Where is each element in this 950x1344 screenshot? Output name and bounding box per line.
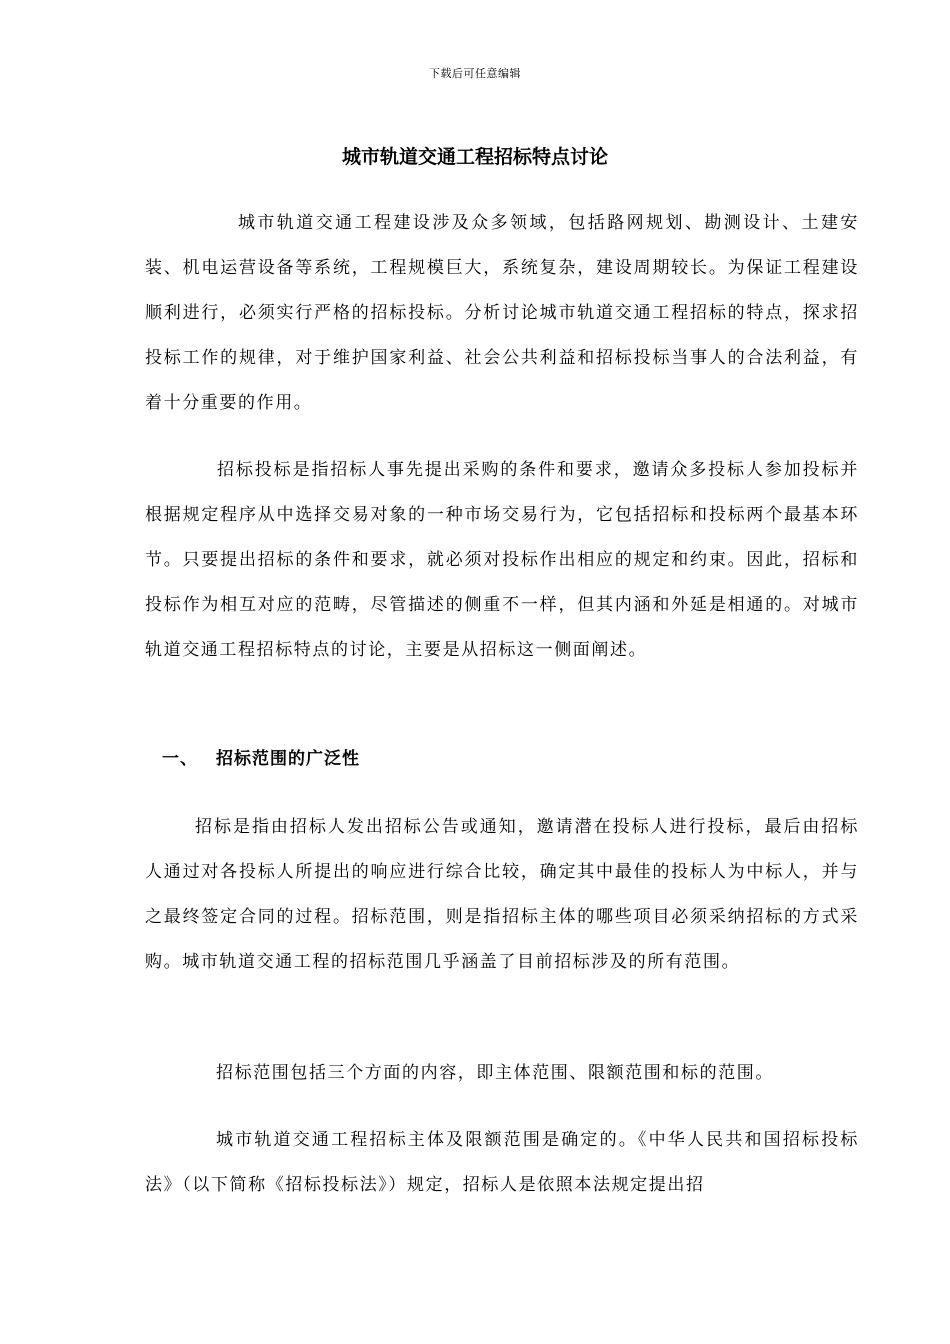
page-header-note: 下载后可任意编辑 bbox=[429, 67, 521, 80]
document-title: 城市轨道交通工程招标特点讨论 bbox=[341, 146, 608, 168]
section-heading bbox=[162, 744, 360, 774]
paragraph-section1-3: 城市轨道交通工程招标主体及限额范围是确定的。《中华人民共和国招标投标法》（以下简称《招标投标法》）规定，招标人是依照本法规定提出招 bbox=[145, 1130, 859, 1195]
section-number: 一、 bbox=[162, 749, 198, 769]
paragraph-section1-1: 招标是指由招标人发出招标公告或通知，邀请潜在投标人进行投标，最后由招标人通过对各投标人所提出的响应进行综合比较，确定其中最佳的投标人为中标人，并与之最终签定合同的过程。招标范围，则是指招标主体的哪些项目必须采纳招标的方式采购。城市轨道交通工程的招标范围几乎涵盖了目前招标涉及的所有范围。 bbox=[145, 817, 859, 972]
paragraph-section1-2: 招标范围包括三个方面的内容，即主体范围、限额范围和标的范围。 bbox=[216, 1063, 774, 1083]
section-title: 招标范围的广泛性 bbox=[216, 749, 360, 769]
paragraph-intro: 城市轨道交通工程建设涉及众多领域，包括路网规划、勘测设计、土建安装、机电运营设备等系统，工程规模巨大，系统复杂，建设周期较长。为保证工程建设顺利进行，必须实行严格的招标投标。分析讨论城市轨道交通工程招标的特点，探求招投标工作的规律，对于维护国家利益、社会公共利益和招标投标当事人的合法利益，有着十分重要的作用。 bbox=[145, 213, 859, 413]
paragraph-definition: 招标投标是指招标人事先提出采购的条件和要求，邀请众多投标人参加投标并根据规定程序从中选择交易对象的一种市场交易行为，它包括招标和投标两个最基本环节。只要提出招标的条件和要求，就必须对投标作出相应的规定和约束。因此，招标和投标作为相互对应的范畴，尽管描述的侧重不一样，但其内涵和外延是相通的。对城市轨道交通工程招标特点的讨论，主要是从招标这一侧面阐述。 bbox=[145, 460, 859, 660]
